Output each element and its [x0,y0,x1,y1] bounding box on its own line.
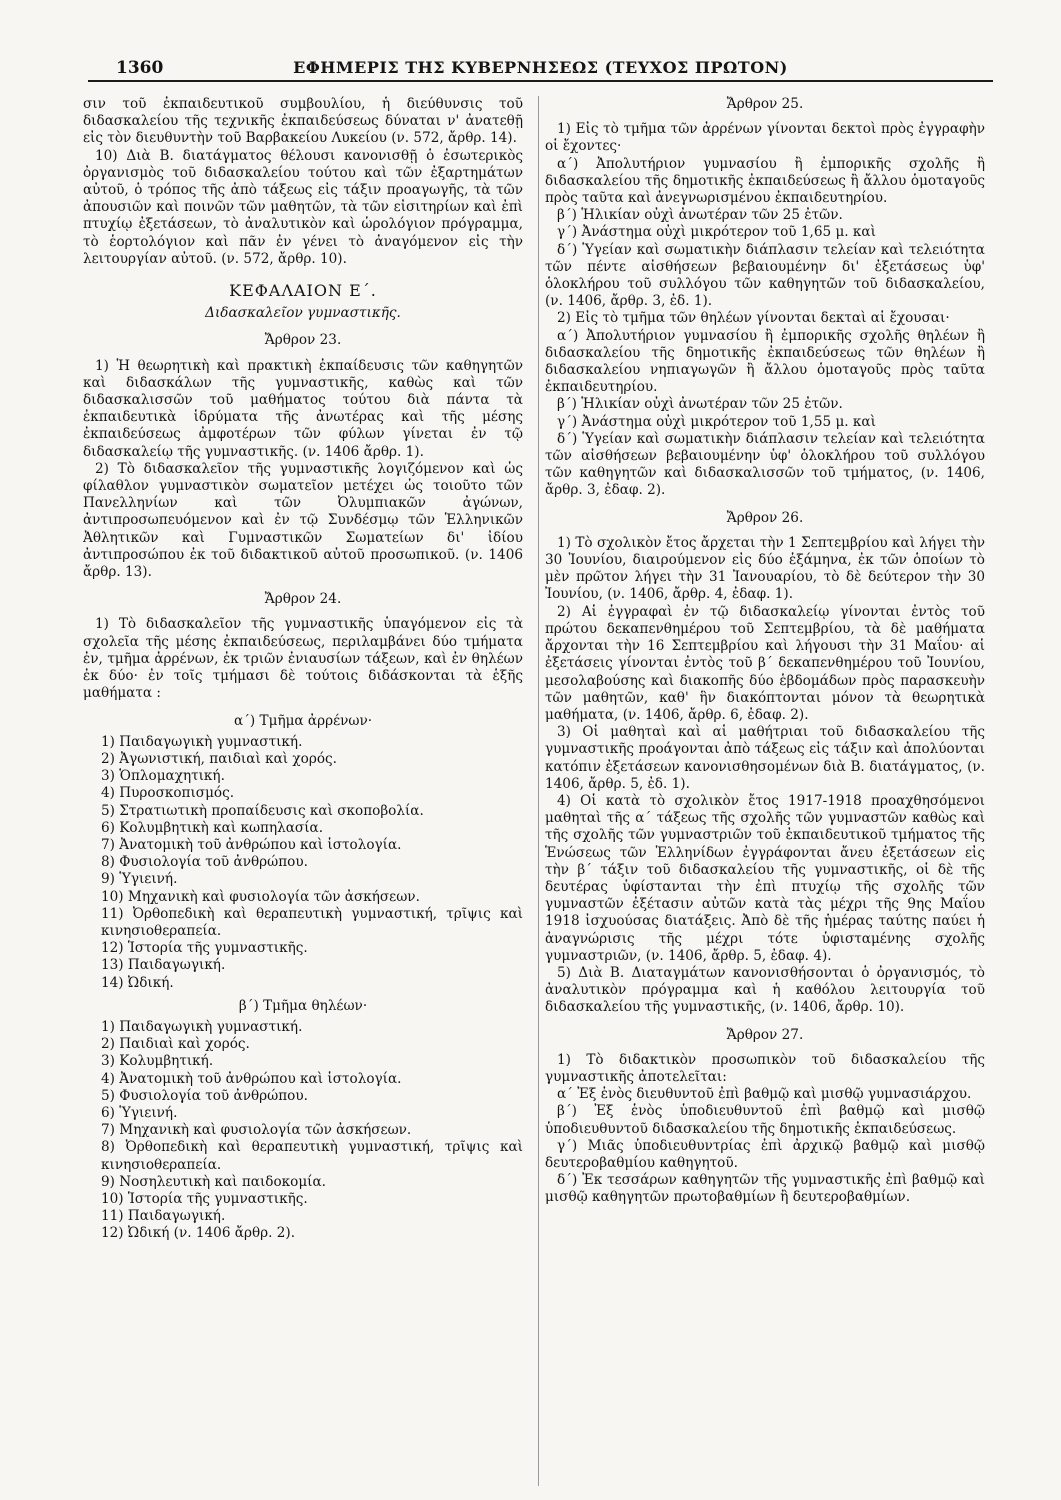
list-item: 11) Ὀρθοπεδικὴ καὶ θεραπευτικὴ γυμναστική, τρῖψις καὶ κινησιοθεραπεία. [101,905,523,939]
right-column [545,96,985,1486]
paragraph: δ΄) Ὑγείαν καὶ σωματικὴν διάπλασιν τελείαν καὶ τελειότητα τῶν αἰσθήσεων βεβαιουμένην ὑφ' ὁλοκλήρου τοῦ συλλόγου τῶν καθηγητῶν καὶ διδασκαλισσῶν τοῦ τμήματος, (ν. 1406, ἄρθρ. 3, ἐδαφ. 2). [545,430,985,499]
list-item: 2) Ἀγωνιστική, παιδιαὶ καὶ χορός. [101,750,337,767]
paragraph: γ΄) Μιᾶς ὑποδιευθυντρίας ἐπὶ ἀρχικῷ βαθμῷ καὶ μισθῷ δευτεροβαθμίου καθηγητοῦ. [545,1137,985,1171]
list-item: 6) Ὑγιεινή. [101,1104,178,1121]
paragraph: α΄) Ἀπολυτήριον γυμνασίου ἢ ἐμπορικῆς σχολῆς θηλέων ἢ διδασκαλείου τῆς δημοτικῆς ἐκπαιδεύσεως τῶν θηλέων ἢ διδασκαλείου νηπιαγωγῶν ἢ ἄλλου ὁμοταγοῦς πρὸς ταῦτα ἐκπαιδευτηρίου. [545,327,985,396]
paragraph: 3) Οἱ μαθηταὶ καὶ αἱ μαθήτριαι τοῦ διδασκαλείου τῆς γυμναστικῆς προάγονται ἀπὸ τάξεως εἰς τάξιν καὶ ἀπολύονται κατόπιν ἐξετάσεων κανονισθησομένων διὰ Β. διατάγματος, (ν. 1406, ἄρθρ. 5, ἐδ. 1). [545,724,985,792]
list-item: 1) Παιδαγωγικὴ γυμναστική. [101,733,303,750]
article-heading: Ἄρθρον 25. [726,96,804,112]
list-item: 9) Ὑγιεινή. [101,871,178,888]
paragraph: β΄) Ἡλικίαν οὐχὶ ἀνωτέραν τῶν 25 ἐτῶν. [557,396,843,413]
left-column [83,96,523,1486]
paragraph: 2) Εἰς τὸ τμῆμα τῶν θηλέων γίνονται δεκταὶ αἱ ἔχουσαι· [557,310,950,327]
chapter-heading: ΚΕΦΑΛΑΙΟΝ Ε΄. [229,281,377,301]
list-item: 6) Κολυμβητικὴ καὶ κωπηλασία. [101,819,324,836]
paragraph: δ΄) Ἐκ τεσσάρων καθηγητῶν τῆς γυμναστικῆς ἐπὶ βαθμῷ καὶ μισθῷ καθηγητῶν πρωτοβαθμίων ἢ δευτεροβαθμίων. [545,1172,985,1206]
paragraph: 2) Αἱ ἐγγραφαὶ ἐν τῷ διδασκαλείῳ γίνονται ἐντὸς τοῦ πρώτου δεκαπενθημέρου τοῦ Σεπτεμβρίου, τὰ δὲ μαθήματα ἄρχονται τὴν 16 Σεπτεμβρίου καὶ λήγουσι τὴν 31 Μαΐου· αἱ ἐξετάσεις γίνονται ἐντὸς τοῦ β΄ δεκαπενθημέρου τοῦ Ἰουνίου, μεσολαβούσης καὶ διακοπῆς δύο ἑβδομάδων πρὸς παρασκευὴν τῶν μαθητῶν, καθ' ἣν διακόπτονται μόνον τὰ θεωρητικὰ μαθήματα, (ν. 1406, ἄρθρ. 6, ἐδαφ. 2). [545,603,985,723]
paragraph: 2) Τὸ διδασκαλεῖον τῆς γυμναστικῆς λογιζόμενον καὶ ὡς φίλαθλον γυμναστικὸν σωματεῖον μετέχει ὡς τοιοῦτο τῶν Πανελληνίων καὶ τῶν Ὀλυμπιακῶν ἀγώνων, ἀντιπροσωπευόμενον καὶ ἐν τῷ Συνδέσμῳ τῶν Ἑλληνικῶν Ἀθλητικῶν καὶ Γυμναστικῶν Σωματείων δι' ἰδίου ἀντιπροσώπου ἐκ τοῦ διδακτικοῦ αὐτοῦ προσωπικοῦ. (ν. 1406 ἄρθρ. 13). [83,460,523,581]
paragraph: β΄) Ἐξ ἑνὸς ὑποδιευθυντοῦ ἐπὶ βαθμῷ καὶ μισθῷ ὑποδιευθυντοῦ διδασκαλείου τῆς δημοτικῆς ἐκπαιδεύσεως. [545,1103,985,1137]
article-heading: Ἄρθρον 27. [726,1026,804,1043]
paragraph: 4) Οἱ κατὰ τὸ σχολικὸν ἔτος 1917-1918 προαχθησόμενοι μαθηταὶ τῆς α΄ τάξεως τῆς σχολῆς τῶν γυμναστῶν καθὼς καὶ τῆς σχολῆς τῶν γυμναστριῶν τοῦ ἐκπαιδευτικοῦ τμήματος τῆς Ἑνώσεως τῶν Ἑλληνίδων ἐγγράφονται ἄνευ ἐξετάσεων εἰς τὴν β΄ τάξιν τοῦ διδασκαλείου τῆς γυμναστικῆς, οἱ δὲ τῆς δευτέρας ὑφίστανται τὴν ἐπὶ πτυχίῳ τῆς σχολῆς τῶν γυμναστῶν ἐξέτασιν αὐτῶν κατὰ τὰς μέχρι τῆς 9ης Μαΐου 1918 ἰσχυούσας διατάξεις. Ἀπὸ δὲ τῆς ἡμέρας ταύτης παύει ἡ ἀναγνώρισις τῆς μέχρι τότε ὑφισταμένης σχολῆς γυμναστριῶν, (ν. 1406, ἄρθρ. 5, ἐδαφ. 4). [545,792,985,964]
list-item: 11) Παιδαγωγική. [101,1208,226,1225]
paragraph: 1) Τὸ σχολικὸν ἔτος ἄρχεται τὴν 1 Σεπτεμβρίου καὶ λήγει τὴν 30 Ἰουνίου, διαιρούμενον εἰς δύο ἑξάμηνα, ἐκ τῶν ὁποίων τὸ μὲν πρῶτον λήγει τὴν 31 Ἰανουαρίου, τὸ δὲ δεύτερον τὴν 30 Ἰουνίου, (ν. 1406, ἄρθρ. 4, ἐδαφ. 1). [545,534,985,603]
page-header [88,58,993,82]
section-heading: α΄) Τμῆμα ἀρρένων· [233,712,373,729]
paragraph: α΄ Ἐξ ἑνὸς διευθυντοῦ ἐπὶ βαθμῷ καὶ μισθῷ γυμνασιάρχου. [557,1086,972,1103]
list-item: 14) Ὠδική. [101,974,174,991]
paragraph: α΄) Ἀπολυτήριον γυμνασίου ἢ ἐμπορικῆς σχολῆς ἢ διδασκαλείου τῆς δημοτικῆς ἐκπαιδεύσεως ἢ ἄλλου ὁμοταγοῦς πρὸς ταῦτα καὶ ἀνεγνωρισμένου ἐκπαιδευτηρίου. [545,155,985,207]
paragraph: 5) Διὰ Β. Διαταγμάτων κανονισθήσονται ὁ ὀργανισμός, τὸ ἀναλυτικὸν πρόγραμμα καὶ ἡ καθόλου λειτουργία τοῦ διδασκαλείου τῆς γυμναστικῆς, (ν. 1406, ἄρθρ. 10). [545,964,985,1016]
subject-list-female [83,1019,523,1243]
list-item: 3) Κολυμβητική. [101,1053,214,1070]
list-item: 7) Ἀνατομικὴ τοῦ ἀνθρώπου καὶ ἱστολογία. [101,836,402,853]
paragraph: 1) Τὸ διδακτικὸν προσωπικὸν τοῦ διδασκαλείου τῆς γυμναστικῆς ἀποτελεῖται: [545,1051,985,1085]
list-item: 1) Παιδαγωγικὴ γυμναστική. [101,1018,303,1035]
article-heading: Ἄρθρον 23. [264,332,342,349]
paragraph: σιν τοῦ ἐκπαιδευτικοῦ συμβουλίου, ἡ διεύθυνσις τοῦ διδασκαλείου τῆς τεχνικῆς ἐκπαιδεύσεως δύναται ν' ἀνατεθῇ εἰς τὸν διευθυντὴν τοῦ Βαρβακείου Λυκείου (ν. 572, ἄρθρ. 14). [83,96,523,147]
list-item: 10) Μηχανικὴ καὶ φυσιολογία τῶν ἀσκήσεων. [101,888,420,905]
running-title: ΕΦΗΜΕΡΙΣ ΤΗΣ ΚΥΒΕΡΝΗΣΕΩΣ (ΤΕΥΧΟΣ ΠΡΩΤΟΝ) [293,58,788,77]
list-item: 10) Ἱστορία τῆς γυμναστικῆς. [101,1190,308,1207]
list-item: 4) Πυροσκοπισμός. [101,785,235,802]
list-item: 9) Νοσηλευτικὴ καὶ παιδοκομία. [101,1173,326,1190]
list-item: 12) Ἱστορία τῆς γυμναστικῆς. [101,940,308,957]
paragraph: δ΄) Ὑγείαν καὶ σωματικὴν διάπλασιν τελείαν καὶ τελειότητα τῶν πέντε αἰσθήσεων βεβαιουμένην δι' ἐξετάσεως ὑφ' ὁλοκλήρου τοῦ συλλόγου τῶν καθηγητῶν τοῦ διδασκαλείου, (ν. 1406, ἄρθρ. 3, ἐδ. 1). [545,241,985,310]
list-item: 3) Ὁπλομαχητική. [101,768,225,785]
article-heading: Ἄρθρον 24. [264,591,342,608]
column-divider [538,96,539,1486]
paragraph: β΄) Ἡλικίαν οὐχὶ ἀνωτέραν τῶν 25 ἐτῶν. [557,207,843,224]
section-heading: β΄) Τμῆμα θηλέων· [238,997,368,1014]
paragraph: γ΄) Ἀνάστημα οὐχὶ μικρότερον τοῦ 1,65 μ. καὶ [557,224,876,241]
list-item: 13) Παιδαγωγική. [101,957,226,974]
list-item: 5) Στρατιωτικὴ προπαίδευσις καὶ σκοποβολία. [101,802,424,819]
chapter-subtitle: Διδασκαλεῖον γυμναστικῆς. [205,305,401,322]
page-number: 1360 [116,58,164,78]
paragraph: 10) Διὰ Β. διατάγματος θέλουσι κανονισθῇ ὁ ἐσωτερικὸς ὀργανισμὸς τοῦ διδασκαλείου τούτου καὶ τῶν ἐξαρτημάτων αὐτοῦ, ὁ τρόπος τῆς ἀπὸ τάξεως εἰς τάξιν προαγωγῆς, τὰ τῶν ἀπουσιῶν καὶ ποινῶν τῶν μαθητῶν, τὰ τῶν εἰσιτηρίων καὶ ἐπὶ πτυχίῳ ἐξετάσεων, τὸ ἀναλυτικὸν καὶ ὡρολόγιον πρόγραμμα, τὸ ἑορτολόγιον καὶ πᾶν ἐν γένει τὸ ἀναγόμενον εἰς τὴν λειτουργίαν αὐτοῦ. (ν. 572, ἄρθρ. 10). [83,147,523,267]
paragraph: γ΄) Ἀνάστημα οὐχὶ μικρότερον τοῦ 1,55 μ. καὶ [557,413,876,430]
paragraph: 1) Εἰς τὸ τμῆμα τῶν ἀρρένων γίνονται δεκτοὶ πρὸς ἐγγραφὴν οἱ ἔχοντες· [545,121,985,155]
list-item: 4) Ἀνατομικὴ τοῦ ἀνθρώπου καὶ ἱστολογία. [101,1070,402,1087]
list-item: 12) Ὠδική (ν. 1406 ἄρθρ. 2). [101,1225,296,1242]
list-item: 7) Μηχανικὴ καὶ φυσιολογία τῶν ἀσκήσεων. [101,1122,412,1139]
article-heading: Ἄρθρον 26. [726,509,804,526]
list-item: 5) Φυσιολογία τοῦ ἀνθρώπου. [101,1087,308,1104]
paragraph: 1) Τὸ διδασκαλεῖον τῆς γυμναστικῆς ὑπαγόμενον εἰς τὰ σχολεῖα τῆς μέσης ἐκπαιδεύσεως, περιλαμβάνει δύο τμήματα ἐν, τμῆμα ἀρρένων, ἐκ τριῶν ἐνιαυσίων τάξεων, καὶ ἐν θηλέων ἐκ δύο· ἐν τοῖς τμήμασι δὲ τούτοις διδάσκονται τὰ ἑξῆς μαθήματα : [83,616,523,702]
list-item: 8) Ὀρθοπεδικὴ καὶ θεραπευτικὴ γυμναστική, τρῖψις καὶ κινησιοθεραπεία. [101,1139,523,1173]
subject-list-male [83,734,523,992]
list-item: 2) Παιδιαὶ καὶ χορός. [101,1036,250,1053]
list-item: 8) Φυσιολογία τοῦ ἀνθρώπου. [101,854,308,871]
paragraph: 1) Ἡ θεωρητικὴ καὶ πρακτικὴ ἐκπαίδευσις τῶν καθηγητῶν καὶ διδασκάλων τῆς γυμναστικῆς, καθὼς καὶ τῶν διδασκαλισσῶν τοῦ μαθήματος τούτου διὰ πάντα τὰ ἐκπαιδευτικὰ ἱδρύματα τῆς ἀνωτέρας καὶ τῆς μέσης ἐκπαιδεύσεως ἀμφοτέρων τῶν φύλων γίνεται ἐν τῷ διδασκαλείῳ τῆς γυμναστικῆς. (ν. 1406 ἄρθρ. 1). [83,357,523,460]
